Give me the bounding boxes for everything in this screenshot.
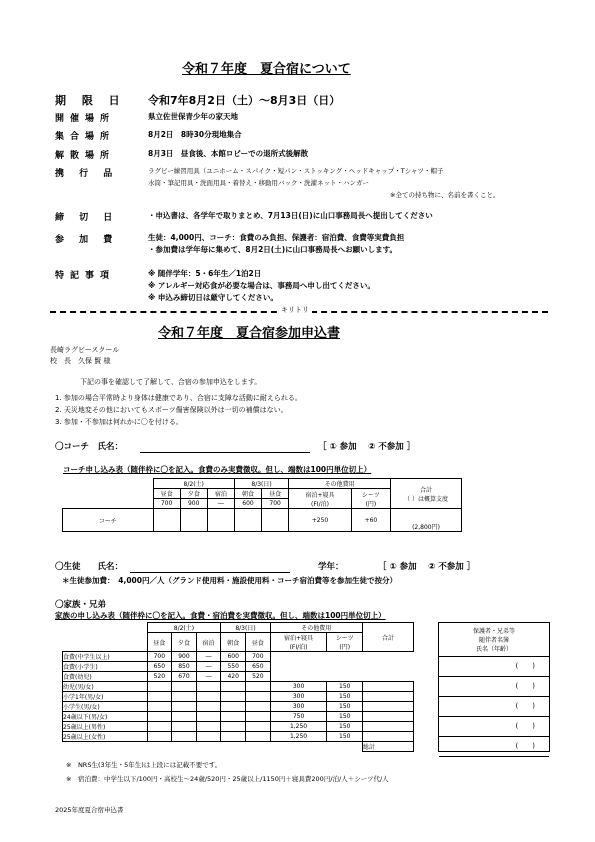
family-cell[interactable] xyxy=(172,722,197,732)
coach-row-c1: +250 xyxy=(289,509,352,532)
school-name: 長崎ラグビースクール xyxy=(50,346,120,354)
family-cell[interactable]: 150 xyxy=(327,712,363,722)
family-label: 〇家族・兄弟 xyxy=(55,600,107,610)
family-other: その他費用 xyxy=(270,623,362,633)
family-cell[interactable] xyxy=(246,702,271,712)
coach-day1: 8/2(土) xyxy=(153,479,234,489)
family-cell[interactable] xyxy=(147,692,172,702)
companion-head-1: 保護者・兄弟等 xyxy=(472,628,515,635)
coach-col-3: 朝食 xyxy=(234,489,261,499)
coach-day2: 8/3(日) xyxy=(234,479,288,489)
coach-table xyxy=(62,478,462,532)
family-cell[interactable] xyxy=(147,732,172,742)
family-col-3: 朝食 xyxy=(221,633,246,652)
info-value: 水筒・筆記用具・洗面用具・着替え・移動用バック・洗濯ネット・ハンガー xyxy=(148,179,369,187)
student-fee: ＊生徒参加費： 4,000円／人（グランド使用料・施設使用料・コーチ宿泊費等を参加生徒で按分） xyxy=(62,576,397,585)
coach-cell[interactable] xyxy=(180,509,207,532)
family-cell[interactable]: 1,250 xyxy=(270,722,327,732)
info-value: ※ 随伴学年：5・6年生／1泊2日 xyxy=(148,269,262,278)
family-cell[interactable] xyxy=(147,712,172,722)
coach-price-1: 900 xyxy=(180,499,207,509)
family-col-2: 宿泊 xyxy=(196,633,221,652)
family-cell: 25歳以上(男性) xyxy=(63,722,148,732)
coach-row-c2: +60 xyxy=(351,509,390,532)
family-cell[interactable] xyxy=(172,702,197,712)
family-grand: 総計 xyxy=(363,742,414,752)
family-day2: 8/3(日) xyxy=(221,623,270,633)
info-value: 令和7年8月2日（土）～8月3日（日） xyxy=(148,94,341,107)
family-cell[interactable]: 850 xyxy=(172,662,197,672)
family-cell[interactable] xyxy=(246,712,271,722)
companion-row[interactable]: ( ) xyxy=(439,737,549,757)
family-cell: 食費(幼児) xyxy=(63,672,148,682)
info-label: 解散場所 xyxy=(55,151,116,161)
family-cell[interactable] xyxy=(196,712,221,722)
coach-total: 合計 xyxy=(419,486,432,494)
table-row xyxy=(63,702,414,712)
family-c2: シーツ (円) xyxy=(327,633,363,652)
family-total-cell[interactable] xyxy=(363,712,414,722)
family-cell[interactable]: 150 xyxy=(327,722,363,732)
coach-cell[interactable] xyxy=(207,509,234,532)
info-label: 参 加 費 xyxy=(55,235,119,245)
note-3: 3. 参加・不参加は何れかに〇を付ける。 xyxy=(55,418,183,426)
family-cell[interactable]: 1,250 xyxy=(270,732,327,742)
coach-other: その他費用 xyxy=(289,479,391,489)
family-cell: 幼児(男/女) xyxy=(63,682,148,692)
student-name-line xyxy=(130,572,290,573)
family-cell[interactable] xyxy=(196,732,221,742)
companion-row[interactable]: ( ) xyxy=(439,677,549,697)
family-cell[interactable] xyxy=(172,692,197,702)
family-cell[interactable] xyxy=(147,722,172,732)
family-cell[interactable]: 600 xyxy=(221,652,246,662)
family-col-4: 昼食 xyxy=(246,633,271,652)
coach-price-3: 600 xyxy=(234,499,261,509)
footnote-2: ※ 宿泊費：中学生以下/100円・高校生～24歳/520円・25歳以上/1150円＋寝具費200円/泊/人＋シーツ代/人 xyxy=(66,775,389,783)
coach-choice[interactable]: ［ ① 参加 ② 不参加 ］ xyxy=(318,442,416,452)
info-label: 期 限 日 xyxy=(55,94,126,107)
family-cell[interactable]: 520 xyxy=(147,672,172,682)
coach-c1: 宿泊+寝具 (FI/泊) xyxy=(289,489,352,509)
family-cell[interactable] xyxy=(196,722,221,732)
student-grade-label: 学年： xyxy=(318,562,344,572)
kiritori-label: キリトリ xyxy=(278,305,312,315)
family-cell[interactable]: 670 xyxy=(172,672,197,682)
companion-row[interactable]: ( ) xyxy=(439,697,549,717)
family-cell[interactable] xyxy=(246,682,271,692)
family-cell[interactable] xyxy=(172,712,197,722)
family-cell[interactable]: ― xyxy=(196,672,221,682)
family-cell[interactable] xyxy=(221,712,246,722)
family-col-0: 昼食 xyxy=(147,633,172,652)
family-cell[interactable]: 750 xyxy=(270,712,327,722)
form-title: 令和７年度 夏合宿参加申込書 xyxy=(158,326,341,341)
coach-col-1: 夕食 xyxy=(180,489,207,499)
coach-table-title: コーチ申し込み表（随伴枠に〇を記入。食費のみ実費徴収。但し、端数は100円単位切上） xyxy=(63,465,372,474)
coach-col-0: 昼食 xyxy=(153,489,180,499)
table-row xyxy=(63,712,414,722)
info-label: 開催場所 xyxy=(55,114,116,124)
family-cell[interactable]: 700 xyxy=(246,652,271,662)
companion-head-2: 随伴者名簿 xyxy=(478,637,509,644)
info-value: 8月2日 8時30分現地集合 xyxy=(148,130,242,139)
family-total-cell[interactable] xyxy=(363,702,414,712)
coach-row-total: (2,800円) xyxy=(391,509,462,532)
family-cell[interactable] xyxy=(221,682,246,692)
family-cell[interactable] xyxy=(221,722,246,732)
table-row xyxy=(63,722,414,732)
family-cell[interactable]: 300 xyxy=(270,692,327,702)
coach-row-label: コーチ xyxy=(63,509,154,532)
coach-cell[interactable] xyxy=(262,509,289,532)
family-cell[interactable]: 420 xyxy=(221,672,246,682)
family-cell[interactable] xyxy=(196,682,221,692)
info-value: 県立佐世保青少年の家天地 xyxy=(148,112,238,121)
family-table-title: 家族の申し込み表（随伴枠に〇を記入。食費・宿泊費を実費徴収。但し、端数は100円単位切上） xyxy=(55,611,386,620)
principal-name: 校 長 久保 賢 様 xyxy=(50,357,111,365)
info-value: ※ 申込み締切日は厳守してください。 xyxy=(148,293,278,302)
family-cell: 食費(中学生以上) xyxy=(63,652,148,662)
family-total-cell[interactable] xyxy=(363,732,414,742)
family-cell[interactable] xyxy=(246,722,271,732)
info-label: 携 行 品 xyxy=(55,169,119,179)
companion-box xyxy=(438,622,550,752)
companion-head-3: 氏名（年齢） xyxy=(439,644,549,657)
student-name-label: 〇生徒 氏名： xyxy=(55,562,124,572)
info-label: 集合場所 xyxy=(55,132,116,142)
table-row xyxy=(63,692,414,702)
table-row xyxy=(63,662,414,672)
info-value: 8月3日 昼食後、本館ロビーでの退所式後解散 xyxy=(148,149,309,158)
coach-price-4: 700 xyxy=(262,499,289,509)
coach-price-2: ― xyxy=(207,499,234,509)
info-value: ・参加費は学年毎に集めて、8月2日(土)に山口事務局長へお願いします。 xyxy=(148,245,398,254)
page-footer: 2025年度夏合宿申込書 xyxy=(55,806,124,814)
family-total-cell[interactable] xyxy=(363,692,414,702)
family-cell[interactable]: 520 xyxy=(246,672,271,682)
companion-row[interactable]: ( ) xyxy=(439,717,549,737)
coach-total-sub: （ ）は概算支度 xyxy=(404,495,448,503)
note-2: 2. 天災地変その他においてもスポーツ傷害保険以外は一切の補償はない。 xyxy=(55,406,288,414)
table-row xyxy=(63,682,414,692)
intro-text: 下記の事を確認して了解して、合宿の参加申込をします。 xyxy=(80,378,262,386)
info-value: ※全ての持ち物に、名前を書くこと。 xyxy=(390,191,500,199)
family-day1: 8/2(土) xyxy=(147,623,221,633)
family-cell[interactable] xyxy=(221,692,246,702)
family-cell: 小学生(男/女) xyxy=(63,702,148,712)
family-cell: 小学1年(男/女) xyxy=(63,692,148,702)
family-cell[interactable]: 550 xyxy=(221,662,246,672)
family-c1: 宿泊+寝具 (FI/泊) xyxy=(270,633,327,652)
family-cell[interactable]: 300 xyxy=(270,682,327,692)
family-cell[interactable]: ― xyxy=(196,652,221,662)
family-cell[interactable] xyxy=(221,732,246,742)
family-cell[interactable] xyxy=(196,692,221,702)
family-cell: 食費(小学生) xyxy=(63,662,148,672)
page-title: 令和７年度 夏合宿について xyxy=(182,62,351,77)
family-cell[interactable] xyxy=(246,692,271,702)
family-cell[interactable] xyxy=(172,732,197,742)
family-cell[interactable] xyxy=(246,732,271,742)
family-cell[interactable]: 700 xyxy=(147,652,172,662)
coach-c2: シーツ (円) xyxy=(351,489,390,509)
family-cell[interactable]: 150 xyxy=(327,692,363,702)
info-value: ・申込書は、各学年で取りまとめ、7月13日(日)に山口事務局長へ提出してください xyxy=(148,211,433,220)
table-row xyxy=(63,672,414,682)
note-1: 1. 参加の場合平常時より身体は健康であり、合宿に支障な活動に耐えられる。 xyxy=(55,394,302,402)
family-cell[interactable]: 150 xyxy=(327,682,363,692)
table-row xyxy=(63,732,414,742)
family-cell[interactable]: 900 xyxy=(172,652,197,662)
coach-name-label: 〇コーチ 氏名： xyxy=(55,442,124,452)
family-cell[interactable]: 150 xyxy=(327,732,363,742)
info-label: 締 切 日 xyxy=(55,213,119,223)
table-row xyxy=(63,652,414,662)
family-cell: 25歳以上(女性) xyxy=(63,732,148,742)
coach-price-0: 700 xyxy=(153,499,180,509)
coach-col-4: 昼食 xyxy=(262,489,289,499)
family-cell[interactable]: 650 xyxy=(147,662,172,672)
family-col-1: 夕食 xyxy=(172,633,197,652)
coach-name-line xyxy=(140,452,310,453)
coach-cell[interactable] xyxy=(234,509,261,532)
family-cell: 24歳以下(男/女) xyxy=(63,712,148,722)
family-cell[interactable] xyxy=(147,702,172,712)
family-cell[interactable] xyxy=(147,682,172,692)
info-value: ラグビー練習用具（ユニホーム・スパイク・短パン・ストッキング・ヘッドキャップ・Tシャツ・帽子 xyxy=(148,167,444,175)
family-cell[interactable]: 300 xyxy=(270,702,327,712)
info-label: 特記事項 xyxy=(55,271,116,281)
family-total: 合計 xyxy=(363,623,414,652)
coach-cell[interactable] xyxy=(153,509,180,532)
family-total-cell[interactable] xyxy=(363,722,414,732)
family-cell[interactable]: 150 xyxy=(327,702,363,712)
coach-col-2: 宿泊 xyxy=(207,489,234,499)
info-value: ※ アレルギー対応食が必要な場合は、事務局へ申し出てください。 xyxy=(148,281,375,290)
family-table xyxy=(62,622,414,752)
family-cell[interactable]: 650 xyxy=(246,662,271,672)
student-choice[interactable]: ［ ① 参加 ② 不参加 ］ xyxy=(378,562,476,572)
family-total-cell[interactable] xyxy=(363,682,414,692)
info-value: 生徒：4,000円、コーチ：食費のみ負担、保護者：宿泊費、食費等実費負担 xyxy=(148,233,405,242)
family-cell[interactable]: ― xyxy=(196,662,221,672)
companion-row[interactable]: ( ) xyxy=(439,657,549,677)
family-cell[interactable] xyxy=(221,702,246,712)
family-cell[interactable] xyxy=(172,682,197,692)
footnote-1: ※ NRS生(3年生・5年生)は上段には記載不要です。 xyxy=(66,761,222,769)
family-cell[interactable] xyxy=(196,702,221,712)
